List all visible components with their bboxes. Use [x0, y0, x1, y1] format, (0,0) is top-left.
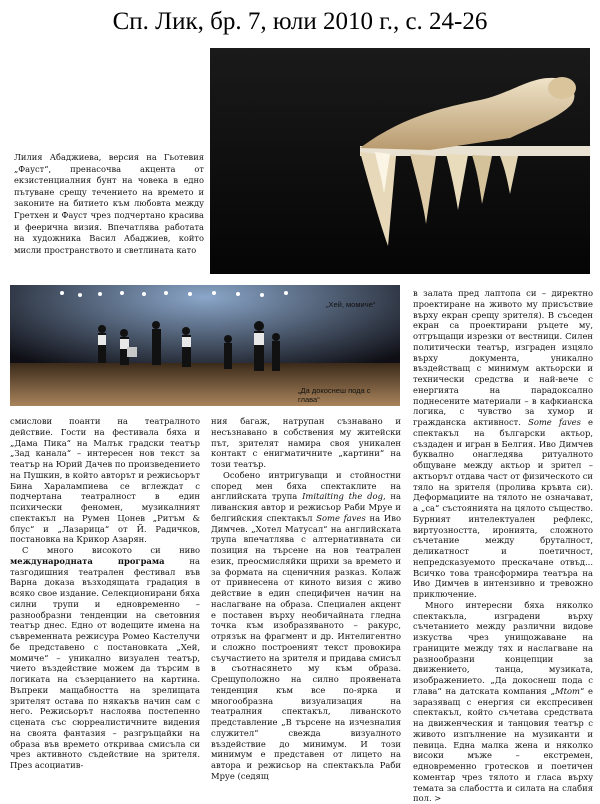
caption-touch-floor: „Да докоснеш пода с глава“ [298, 386, 371, 404]
troupe-name-italic: Imitaiting the dog [302, 491, 383, 502]
caption-hey-girl: „Хей, момиче“ [326, 300, 376, 309]
left-paragraph-1: смислови поанти на театралното действие. Гости на фестивала бяха и „Дама Пика“ на Малък градски театър „Зад канала“ – интересен нов текст за театър на Юрий Дачев по произведението на Пушкин, в който авторът и режисьорът Бина Харалампиева се вглеждат с подчертана театралност в един психически феномен, музикалният спектакъл на Румен Цонев „Ритъм & блус“ и „Лазарица“ от Й. Радичков, постановка на Крикор Азарян. [10, 416, 200, 545]
intro-paragraph: Лилия Абаджиева, версия на Гьотевия „Фауст“, пренасочва акцента от екзистенциалния бунт на човека в едно пътуване срещу течението на времето и законите на битието към любовта между Гретхен и Фауст чрез подчертано красива и феерична визия. Впечатлява работата на художника Васил Абаджиев, който мисли пространството и светлината като [14, 152, 204, 255]
left-paragraph-2 [10, 545, 200, 771]
right-paragraph-1-b: е спектакъл на български актьор, създаден и игран в Белгия. Иво Димчев буквално онагледява ритуалното общуване между актьор и зрител – актьорът отдава част от физическото си тяло на зрителя (пролива кръвта си). Деформациите на тялото не означават, а „са“ състоянията на цялото същество. Бурният интелектуален рефлекс, виртуозността, иронията, сложното съчетание между бруталност, деликатност и поетичност, непредсказуемото прескачане отвъд... Всичко това трансформира театъра на Иво Димчев в интензивно и тревожно приключение. [413, 417, 593, 599]
mtom-italic: Mtom [555, 685, 580, 696]
article-column-middle [211, 416, 401, 782]
right-paragraph-2 [413, 600, 593, 804]
faust-figure-illustration [210, 48, 590, 274]
right-paragraph-2-a: Много интересни бяха няколко спектакъла, изградени върху съчетанието между различни видове изкуства чрез унищожаване на границите между тях и наслагване на разнообразни концепции за движението, танца, музиката, изображението. „Да докоснеш пода с глава“ на датската компания „ [413, 599, 593, 696]
mid-paragraph-2-c: на Иво Димчев. „Хотел Матусал“ на английската трупа впечатлява с алтернативната си позиция на търсене на нов театрален език, преосмисляйки щрихи за времето и за формата на сценичния разказ. Колаж от привнесена от киното визия с живо действие в един специфичен начин на наслагване на образа. Специален акцент е поставен върху необичайната гледна точка към изобразяваното – ракурс, отрязък на фрагмент и др. Интелигентно и сложно построеният текст провокира съучастието на зрителя и придава смисъл в съотнасянето му към образа. Срещуположно на силно проявената тенденция към все по-ярка и многообразна визуализация на театралния спектакъл, ливанското представление „В търсене на изчезналия служител“ свежда визуалното въздействие до минимум. И този минимум е представен от лицето на автора и режисьор на спектакъла Раби Мруе (седящ [211, 512, 401, 781]
right-paragraph-1 [413, 288, 593, 600]
mid-paragraph-2-a: Особено интригуващи и стойностни според мен бяха спектаклите на английската трупа [211, 469, 401, 502]
article-column-left [10, 416, 200, 771]
page-header: Сп. Лик, бр. 7, юли 2010 г., с. 24-26 [112, 8, 488, 35]
photo-faust [210, 48, 590, 274]
right-paragraph-1-a: в залата пред лаптопа си – директно проектиране на живото му присъствие върху екран срещу зрителя). В съседен екран са проектирани ръцете му, отгръщащи изрезки от вестници. Силен политически театър, изграден изцяло върху документа, уникално въздействащ с минимум актьорски и технически средства и най-вече с енергията на парадоксално поднесените материали – в кафкианска логика, с чувство за хумор и гражданска активност. [413, 288, 593, 427]
left-paragraph-2-lead: С много високото си ниво [22, 545, 200, 555]
some-faves-italic: Some faves [316, 512, 366, 523]
right-paragraph-2-b: “ е заразяващ с енергия си експресивен спектакъл, който съчетава средствата на движенческия и танцовия театър с живото изпълнение на музиканти и певица. Една малка жена и няколко високи мъже – екстремен, едновременно гротесков и поетичен коментар чрез тялото и гласа върху темата за слабостта и силата на слабия пол. > [413, 685, 593, 804]
some-faves-italic-2: Some faves [528, 417, 581, 427]
intl-program-bold: международната програма [10, 555, 165, 566]
article-column-right [413, 288, 593, 804]
mid-paragraph-2 [211, 470, 401, 782]
left-paragraph-2-body: на тазгодишния театрален фестивал във Варна доказа възходящата градация в всяко свое издание. Селекционирани бяха силни трупи и едновременно – разнообразни тенденции на световния театър днес. Едно от водещите имена на съвременната режисура Ромео Кастелучи бе представено с постановката „Хей, момиче“ – уникално визуален театър, чието въздействие можем да търсим в логиката на съзерцанието на картина. Въпреки мащабността на зрелищата зрителят остава по някакъв начин сам с него. Режисьорът наслоява постепенно сцената със сюрреалистичните видения на своята фантазия – разгръщайки на образа във времето откриваа смисъла си чрез активното съдействие на зрителя. През асоциатив- [10, 555, 200, 770]
mid-paragraph-2-b: , на ливанския автор и режисьор Раби Мруе и белгийския спектакъл [211, 491, 401, 523]
mid-paragraph-1: ния багаж, натрупан съзнавано и несъзнавано в собствения му житейски път, зрителят намира своя уникален контакт с енигматичните „картини“ на този театър. [211, 416, 401, 469]
